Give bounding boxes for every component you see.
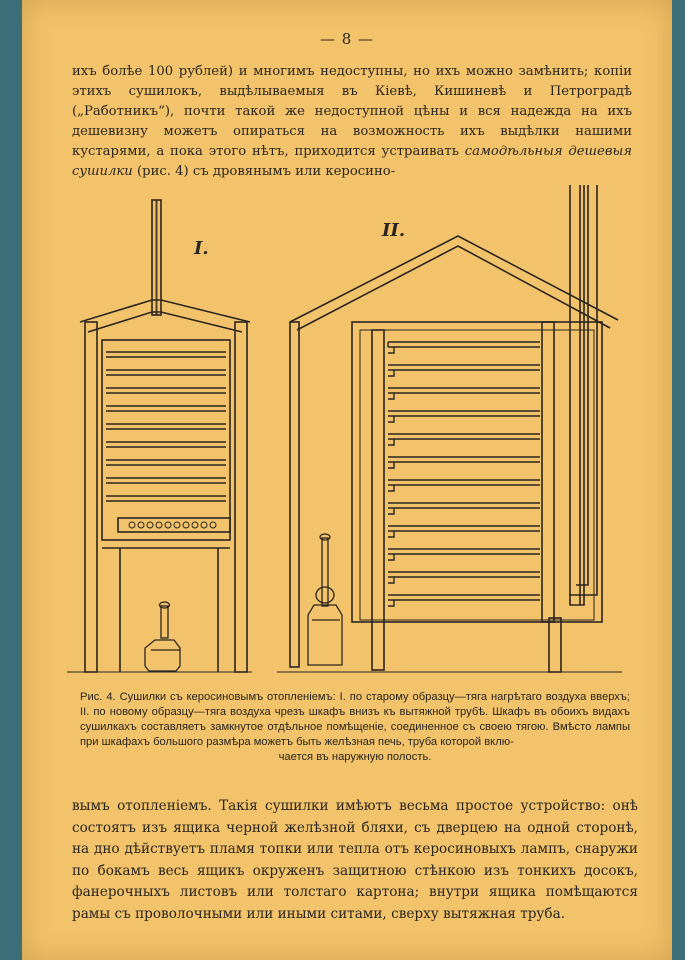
figure-label-two: II. (382, 220, 406, 241)
top-paragraph-text-2: (рис. 4) съ дровянымъ или керосино- (132, 164, 396, 179)
bottom-paragraph: вымъ отопленіемъ. Такія сушилки имѣютъ весьма простое устройство: онѣ состоятъ изъ ящика черной желѣзной бляхи, съ дверцею на одной сторонѣ, на дно дѣйствуетъ пламя топки или тепла отъ керосиновыхъ лампъ, снаружи по бокамъ весь ящикъ окруженъ защитною стѣнкою изъ тонкихъ досокъ, фанерочныхъ листовъ или толстаго картона; внутри ящика помѣщаются рамы съ проволочными или иными ситами, сверху вытяжная труба. (72, 798, 638, 922)
top-paragraph-text-1: ихъ болѣе 100 рублей) и многимъ недоступны, но ихъ можно замѣнить; копіи этихъ сушилокъ, выдѣлываемыя въ Кіевѣ, Кишиневѣ и Петроградѣ („Работникъ“), почти такой же недоступной цѣны и вся надежда на ихъ дешевизну можетъ опираться на возможность ихъ выдѣлки нашими кустарями, а пока этого нѣтъ, приходится устраивать (72, 64, 632, 159)
figure-caption (80, 690, 630, 765)
kerosene-lamp-two (308, 534, 342, 665)
dryer-one-drawing (67, 200, 252, 672)
kerosene-lamp-one (145, 602, 180, 671)
caption-text-end: чается въ наружную полость. (278, 751, 432, 763)
book-page (22, 0, 672, 960)
dryer-figure (22, 0, 672, 700)
dryer-two-shelves (388, 342, 540, 606)
top-paragraph-emphasis: самодѣльныя дешевыя сушилки (72, 144, 633, 179)
dryer-one-shelves (106, 352, 226, 501)
dryer-two-drawing (277, 185, 622, 672)
page-number: — 8 — (319, 30, 375, 48)
figure-label-one: I. (194, 238, 209, 259)
burner-holes (129, 522, 216, 528)
caption-text: Рис. 4. Сушилки съ керосиновымъ отопленіемъ: I. по старому образцу—тяга нагрѣтаго воздуха вверхъ; II. по новому образцу—тяга воздуха чрезъ шкафъ внизъ къ вытяжной трубѣ. Шкафъ въ обоихъ видахъ сушилкахъ составляетъ замкнутое отдѣльное помѣщеніе, соединенное съ своею тягою. Вмѣсто лампы при шкафахъ большого размѣра можетъ быть желѣзная печь, труба которой вклю- (80, 691, 630, 748)
